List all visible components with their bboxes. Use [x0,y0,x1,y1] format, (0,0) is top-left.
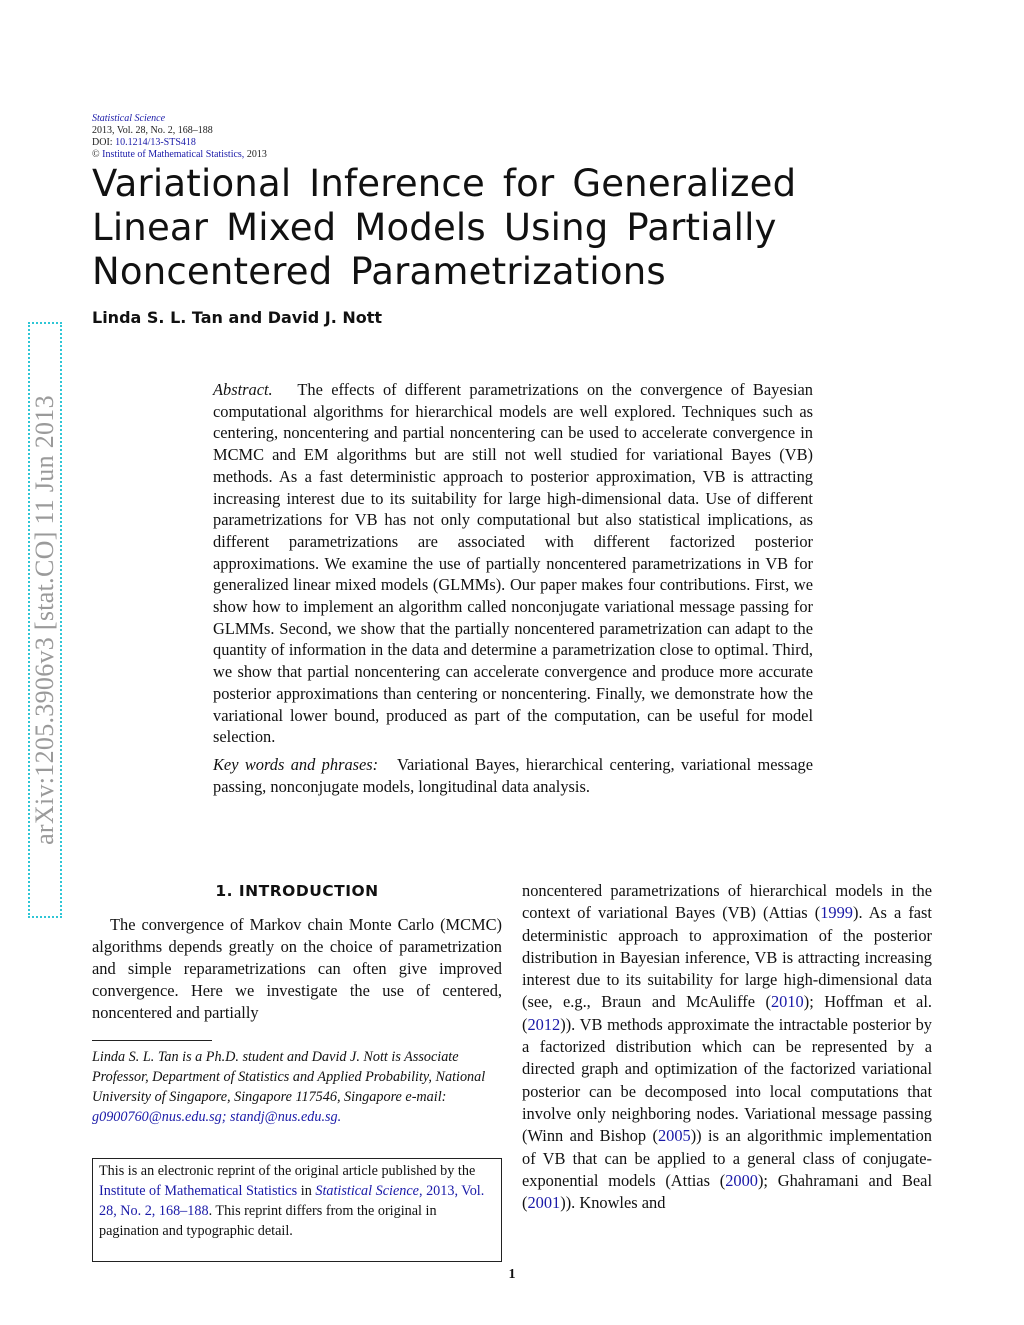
keywords-label: Key words and phrases: [213,754,379,774]
intro-paragraph-left: The convergence of Markov chain Monte Carlo (MCMC) algorithms depends greatly on the choice of parametrization and simple reparametrizations can often give improved convergence. Here we investigate the use of centered, noncentered and partially [92,915,502,1022]
body-text: ). As a fast deterministic approach to approximation of the posterior distribution in Bayesian inference, VB is attracting increasing interest due to its suitability for large high-dimensional data (see, e.g., Braun and McAuliffe ( [522,903,932,1012]
ims-link[interactable]: Institute of Mathematical Statistics [99,1183,298,1199]
citation-year-link[interactable]: 2010 [770,992,804,1012]
footnote-rule [92,1040,212,1041]
journal-metadata [92,113,267,161]
citation-year-link[interactable]: 2000 [725,1170,758,1190]
paper-title [92,162,852,294]
footnote-text: Linda S. L. Tan is a Ph.D. student and David J. Nott is Associate Professor, Department of Statistics and Applied Probability, National University of Singapore, Singapore 117546, Singapore e-mail: [92,1049,486,1105]
left-column [92,914,502,1024]
citation-year-link[interactable]: 2012 [527,1014,561,1034]
body-text: ); Ghahramani and Beal ( [522,1170,932,1213]
body-text: )) is an algorithmic implementation of VB that can be applied to a general class of conjugate-exponential models (Attias ( [522,1126,932,1190]
copyright-year: 2013 [246,149,267,160]
paper-authors: Linda S. L. Tan and David J. Nott [92,308,383,327]
copyright-symbol: © [92,149,100,160]
body-text: ); Hoffman et al. ( [522,992,932,1034]
title-line-1: Variational Inference for Generalized [92,162,797,205]
intro-paragraph-right: noncentered parametrizations of hierarchical models in the context of variational Bayes (VB) (Attias (1999). As a fast deterministic approach to approximation of the posterior distribution in Bayesian inference, VB is attracting increasing interest due to its suitability for large high-dimensional data (see, e.g., Braun and McAuliffe (2010); Hoffman et al. (2012)). VB methods approximate the intractable posterior by a factorized distribution which can be represented by a directed graph and optimization of the factorized variational posterior can be decomposed into local computations that involve only neighboring nodes. Variational message passing (Winn and Bishop (2005)) is an algorithmic implementation of VB that can be applied to a general class of conjugate-exponential models (Attias (2000); Ghahramani and Beal (2001)). Knowles and [522,881,932,1213]
citation-year-link[interactable]: 1999 [820,903,853,923]
copyright-org-link[interactable]: Institute of Mathematical Statistics, [102,149,245,160]
reprint-text: . This reprint differs from the original in pagination and typographic detail. [99,1203,437,1239]
doi-label: DOI: [92,137,113,148]
abstract-body [213,379,813,748]
right-column [522,880,932,1214]
keywords-text: Variational Bayes, hierarchical centering, variational message passing, nonconjugate models, longitudinal data analysis. [213,754,813,796]
arxiv-identifier-text: arXiv:1205.3906v3 [stat.CO] 11 Jun 2013 [30,395,59,845]
author-footnote [92,1047,502,1127]
abstract-label: Abstract. [213,380,273,399]
citation-year-link[interactable]: 2005 [657,1126,691,1146]
doi-link[interactable]: 10.1214/13-STS418 [115,137,196,148]
doi-line [92,137,267,149]
keywords [213,754,813,797]
arxiv-identifier-stamp[interactable] [28,322,62,918]
abstract [213,379,813,797]
title-line-2: Linear Mixed Models Using Partially [92,206,777,249]
reprint-notice-box [92,1158,502,1262]
body-text: )). VB methods approximate the intractable posterior by a factorized distribution which can be represented by a directed graph and optimization of the factorized variational posterior can be decomposed into local computations that involve only neighboring nodes. Variational message passing (Winn and Bishop ( [522,1014,932,1146]
title-line-3: Noncentered Parametrizations [92,250,666,293]
citation-link[interactable]: , 2013, Vol. 28, No. 2, 168–188 [99,1183,485,1219]
citation-year-link[interactable]: 2001 [527,1193,561,1213]
journal-name-link[interactable]: Statistical Science [92,113,166,124]
copyright-line [92,149,267,161]
reprint-text: in [297,1183,316,1199]
abstract-text: The effects of different parametrizations on the convergence of Bayesian computational algorithms for hierarchical models are well explored. Techniques such as centering, noncentering and partial noncentering can be used to accelerate convergence in MCMC and EM algorithms but are still not well studied for variational Bayes (VB) methods. As a fast deterministic approach to posterior approximation, VB is attracting increasing interest due to its suitability for large high-dimensional data. Use of different parametrizations for VB has not only computational but also statistical implications, as different parametrizations are associated with different factorized posterior approximations. We examine the use of partially noncentered parametrizations in VB for generalized linear mixed models (GLMMs). Our paper makes four contributions. First, we show how to implement an algorithm called nonconjugate variational message passing for GLMMs. Second, we show that the partially noncentered parametrization can adapt to the quantity of information in the data and determine a parametrization close to optimal. Third, we show that partial noncentering can accelerate convergence and produce more accurate posterior approximations than centering or noncentering. Finally, we demonstrate how the variational lower bound, produced as part of the computation, can be useful for model selection. [213,380,814,747]
page-number: 1 [508,1267,516,1282]
journal-link[interactable]: Statistical Science [315,1183,419,1199]
section-heading-introduction: 1. INTRODUCTION [215,882,379,900]
body-text: noncentered parametrizations of hierarchical models in the context of variational Bayes (VB) (Attias [522,881,932,923]
volume-line: 2013, Vol. 28, No. 2, 168–188 [92,125,213,136]
email-links[interactable]: g0900760@nus.edu.sg; standj@nus.edu.sg. [92,1109,342,1125]
reprint-text: This is an electronic reprint of the original article published by the [99,1163,476,1179]
body-text: )). Knowles and [560,1193,666,1213]
